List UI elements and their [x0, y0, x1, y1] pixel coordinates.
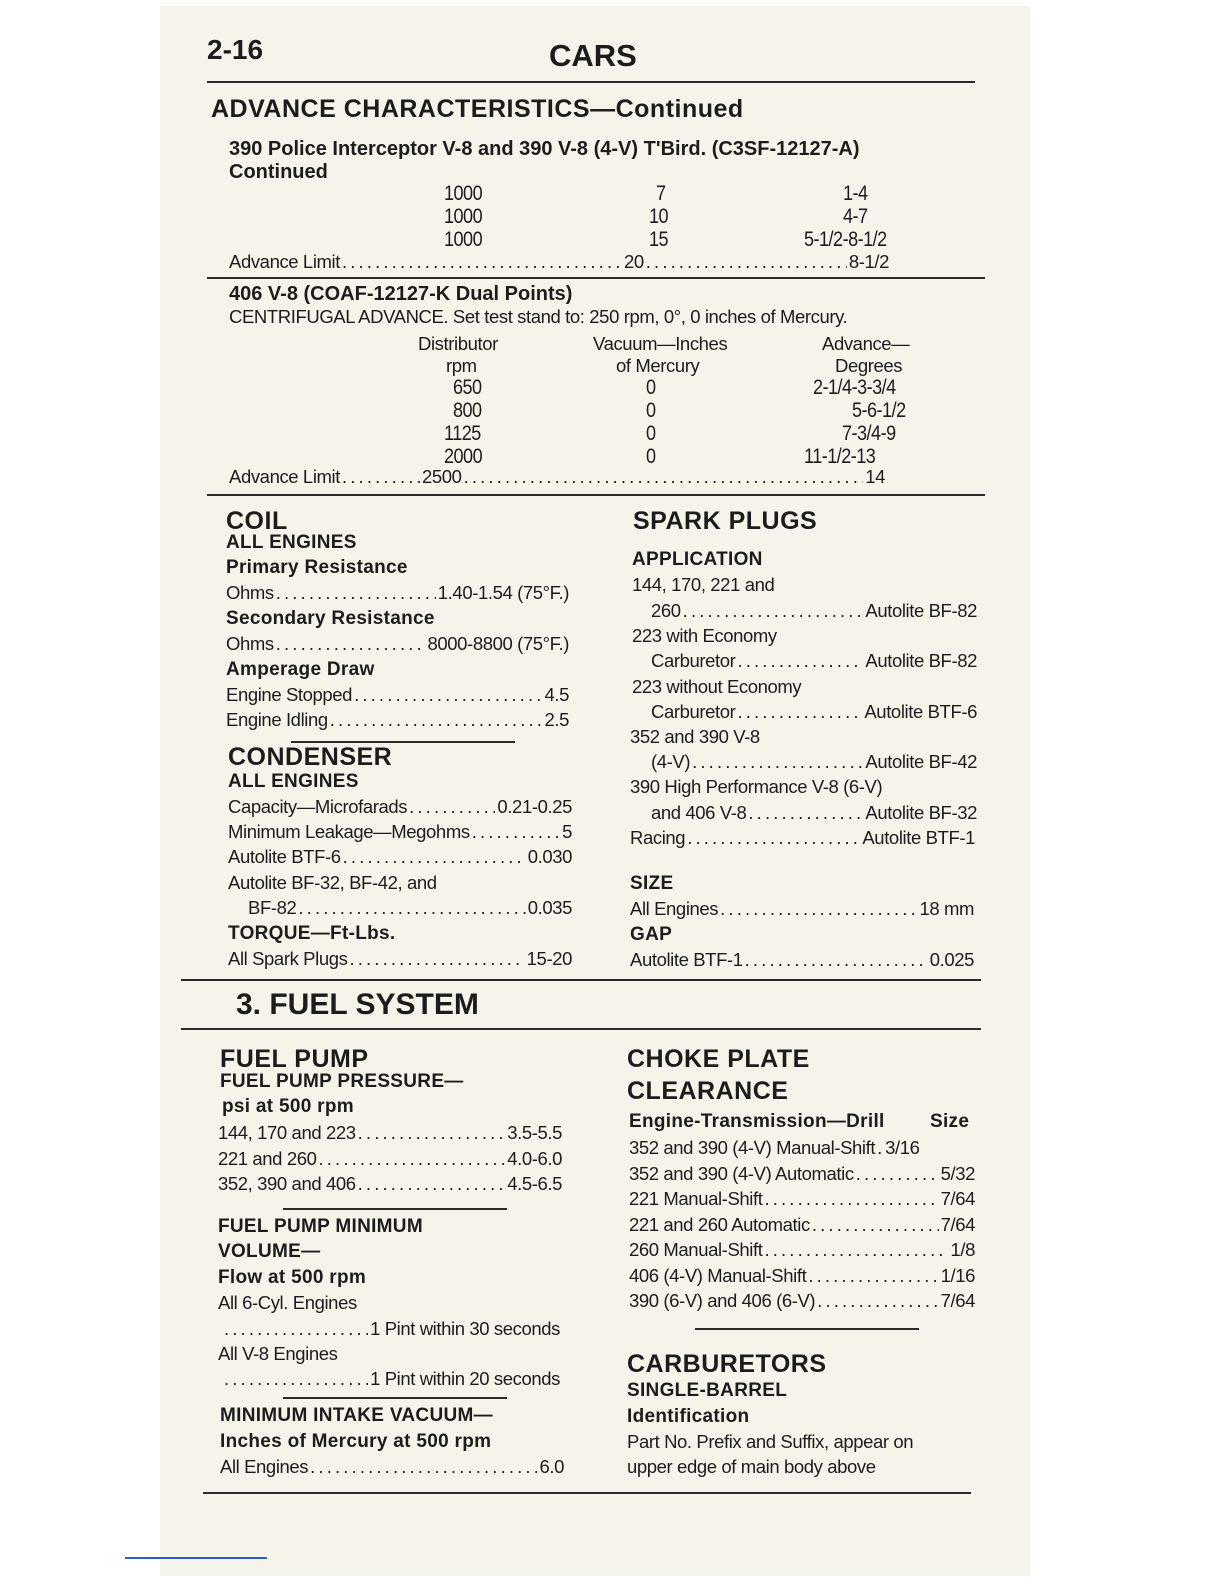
sub1-continued: Continued	[229, 161, 328, 183]
sub1-heading: 390 Police Interceptor V-8 and 390 V-8 (4-V) T'Bird. (C3SF-12127-A)	[229, 138, 860, 160]
sub1-advance-limit: Advance Limit . . . 20 . . . 8-1/2	[229, 251, 889, 273]
col2-header: Vacuum—Inches	[593, 333, 728, 354]
section-rule	[181, 1028, 981, 1030]
amperage-row: Engine Stopped . . . 4.5	[226, 684, 569, 706]
primary-ohms: Ohms . . . 1.40-1.54 (75°F.)	[226, 582, 569, 604]
short-rule	[283, 1208, 507, 1210]
spark-app-row: 260 . . . Autolite BF-82	[651, 600, 977, 622]
pressure-row: 221 and 260 . . . 4.0-6.0	[218, 1148, 562, 1170]
carburetors-text-2: upper edge of main body above	[627, 1456, 876, 1477]
torque-heading: TORQUE—Ft-Lbs.	[228, 923, 396, 944]
spark-app-row: Racing . . . Autolite BTF-1	[630, 827, 975, 849]
intake-vacuum-heading: MINIMUM INTAKE VACUUM—	[220, 1405, 493, 1426]
secondary-ohms: Ohms . . . 8000-8800 (75°F.)	[226, 633, 569, 655]
sub2-advance-limit: Advance Limit . . . 2500 . . . 14	[229, 466, 885, 488]
spark-app-line: 352 and 390 V-8	[630, 726, 760, 747]
coil-sub: ALL ENGINES	[226, 532, 357, 553]
spark-app-row: and 406 V-8 . . . Autolite BF-32	[651, 802, 977, 824]
choke-row: 260 Manual-Shift . . . 1/8	[629, 1239, 975, 1261]
condenser-row: BF-82 . . . 0.035	[248, 897, 572, 919]
condenser-title: CONDENSER	[228, 743, 393, 771]
choke-col-right: Size	[930, 1111, 970, 1132]
col1-header: Distributor	[418, 333, 498, 354]
gap-row: Autolite BTF-1 . . . 0.025	[630, 949, 974, 971]
choke-col-left: Engine-Transmission—Drill	[629, 1111, 885, 1132]
spark-app-line: 223 with Economy	[632, 625, 777, 646]
size-row: All Engines . . . 18 mm	[630, 898, 974, 920]
torque-row: All Spark Plugs . . . 15-20	[228, 948, 572, 970]
choke-row: 352 and 390 (4-V) Manual-Shift . . . 3/16	[629, 1137, 975, 1159]
choke-title: CHOKE PLATE	[627, 1045, 810, 1073]
page-title: CARS	[549, 38, 637, 73]
section-rule	[207, 494, 985, 496]
choke-title-2: CLEARANCE	[627, 1077, 789, 1105]
condenser-row: Minimum Leakage—Megohms . . . 5	[228, 821, 572, 843]
short-rule	[283, 1397, 507, 1399]
col1-header-2: rpm	[446, 355, 477, 376]
min-volume-heading-2: VOLUME—	[218, 1241, 321, 1262]
amperage-row: Engine Idling . . . 2.5	[226, 709, 569, 731]
section-rule	[207, 277, 985, 279]
header-rule	[207, 81, 975, 83]
sub2-note: CENTRIFUGAL ADVANCE. Set test stand to: 250 rpm, 0°, 0 inches of Mercury.	[229, 306, 848, 327]
condenser-sub: ALL ENGINES	[228, 771, 359, 792]
gap-heading: GAP	[630, 924, 673, 945]
col3-header-2: Degrees	[835, 355, 903, 376]
six-cyl-row: . . . 1 Pint within 30 seconds	[222, 1318, 560, 1340]
min-volume-heading: FUEL PUMP MINIMUM	[218, 1216, 423, 1237]
pressure-heading: FUEL PUMP PRESSURE—	[220, 1071, 464, 1092]
spark-app-line: 223 without Economy	[632, 676, 802, 697]
pressure-row: 352, 390 and 406 . . . 4.5-6.5	[218, 1173, 562, 1195]
spark-app-row: Carburetor . . . Autolite BTF-6	[651, 701, 977, 723]
choke-row: 352 and 390 (4-V) Automatic . . . 5/32	[629, 1163, 975, 1185]
primary-heading: Primary Resistance	[226, 557, 408, 578]
footer-rule	[203, 1492, 971, 1494]
secondary-heading: Secondary Resistance	[226, 608, 435, 629]
intake-vacuum-row: All Engines . . . 6.0	[220, 1456, 564, 1478]
short-rule	[695, 1328, 919, 1330]
spark-title: SPARK PLUGS	[633, 507, 818, 535]
v8-label: All V-8 Engines	[218, 1343, 338, 1364]
col3-header: Advance—	[822, 333, 910, 354]
amperage-heading: Amperage Draw	[226, 659, 375, 680]
carburetors-sub: SINGLE-BARREL	[627, 1380, 788, 1401]
condenser-row: Autolite BTF-6 . . . 0.030	[228, 846, 572, 868]
condenser-row: Capacity—Microfarads . . . 0.21-0.25	[228, 796, 572, 818]
choke-row: 406 (4-V) Manual-Shift . . . 1/16	[629, 1265, 975, 1287]
carburetors-text: Part No. Prefix and Suffix, appear on	[627, 1431, 914, 1452]
choke-row: 221 Manual-Shift . . . 7/64	[629, 1188, 975, 1210]
choke-row: 390 (6-V) and 406 (6-V) . . . 7/64	[629, 1290, 975, 1312]
six-cyl-label: All 6-Cyl. Engines	[218, 1292, 357, 1313]
fuel-section-title: 3. FUEL SYSTEM	[236, 988, 479, 1021]
sub2-heading: 406 V-8 (COAF-12127-K Dual Points)	[229, 283, 573, 305]
carburetors-title: CARBURETORS	[627, 1350, 827, 1378]
identification-heading: Identification	[627, 1406, 750, 1427]
footer-link-underline	[125, 1557, 267, 1559]
section-rule	[181, 979, 981, 981]
spark-app-row: (4-V) . . . Autolite BF-42	[651, 751, 977, 773]
coil-title: COIL	[226, 507, 288, 535]
col2-header-2: of Mercury	[616, 355, 700, 376]
fuel-pump-title: FUEL PUMP	[220, 1045, 369, 1073]
application-heading: APPLICATION	[632, 549, 763, 570]
min-volume-flow: Flow at 500 rpm	[218, 1267, 367, 1288]
condenser-multi-label: Autolite BF-32, BF-42, and	[228, 872, 437, 893]
page-number: 2-16	[207, 34, 264, 65]
advance-title: ADVANCE CHARACTERISTICS—Continued	[211, 95, 744, 123]
spark-app-line: 144, 170, 221 and	[632, 574, 775, 595]
spark-app-line: 390 High Performance V-8 (6-V)	[630, 776, 883, 797]
spark-app-row: Carburetor . . . Autolite BF-82	[651, 650, 977, 672]
choke-row: 221 and 260 Automatic . . . 7/64	[629, 1214, 975, 1236]
size-heading: SIZE	[630, 873, 674, 894]
pressure-row: 144, 170 and 223 . . . 3.5-5.5	[218, 1122, 562, 1144]
intake-vacuum-subheading: Inches of Mercury at 500 rpm	[220, 1431, 492, 1452]
v8-row: . . . 1 Pint within 20 seconds	[222, 1368, 560, 1390]
pressure-subheading: psi at 500 rpm	[222, 1096, 354, 1117]
